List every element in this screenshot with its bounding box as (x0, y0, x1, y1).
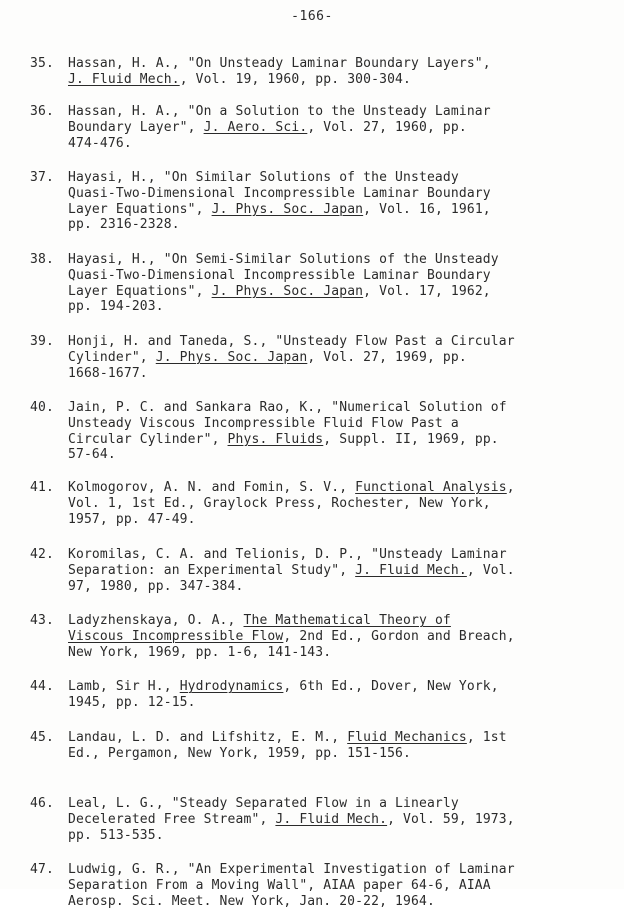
reference-text-segment: pp. 2316-2328. (68, 217, 180, 233)
reference-source-title: J. Fluid Mech. (68, 71, 180, 87)
reference-number: 38. (30, 252, 54, 267)
reference-text (68, 56, 620, 88)
reference-line (68, 334, 620, 350)
reference-line (68, 563, 620, 579)
reference-text-segment: , Vol. 27, 1960, pp. (307, 119, 467, 135)
reference-line (68, 136, 620, 152)
reference-source-title: Functional Analysis (355, 480, 507, 495)
reference-text (68, 547, 620, 594)
reference-text-segment: Vol. 1, 1st Ed., Graylock Press, Rochester, New York, (68, 495, 491, 511)
reference-text-segment: , Vol. 17, 1962, (363, 283, 491, 299)
reference-text-segment: 1668-1677. (68, 365, 148, 381)
reference-text (68, 480, 620, 527)
reference-line (68, 400, 620, 416)
reference-number: 47. (30, 862, 54, 877)
reference-text-segment: Hassan, H. A., "On a Solution to the Unsteady Laminar (68, 104, 491, 119)
page-number: -166- (291, 9, 333, 24)
reference-text-segment: , Vol. 59, 1973, (387, 811, 515, 827)
reference-line (68, 186, 620, 202)
reference-line (68, 629, 620, 645)
reference-number: 42. (30, 547, 54, 562)
reference-text-segment: Unsteady Viscous Incompressible Fluid Flow Past a (68, 415, 459, 431)
reference-text-segment: 97, 1980, pp. 347-384. (68, 578, 244, 594)
reference-line (68, 120, 620, 136)
reference-text-segment: , Vol. 19, 1960, pp. 300-304. (179, 71, 412, 87)
reference-line (68, 447, 620, 463)
reference-line (68, 268, 620, 284)
reference-number: 45. (30, 730, 54, 745)
reference-text (68, 796, 620, 843)
reference-text-segment: Hayasi, H., "On Semi-Similar Solutions of the Unsteady (68, 252, 499, 267)
reference-number: 35. (30, 56, 54, 71)
reference-text-segment: 57-64. (68, 447, 116, 463)
reference-text-segment: Honji, H. and Taneda, S., "Unsteady Flow Past a Circular (68, 334, 515, 349)
reference-text (68, 170, 620, 233)
reference-text-segment: Jain, P. C. and Sankara Rao, K., "Numerical Solution of (68, 400, 507, 415)
reference-line (68, 284, 620, 300)
reference-text-segment: Separation: an Experimental Study", (68, 562, 356, 578)
reference-number: 36. (30, 104, 54, 119)
reference-text-segment: Quasi-Two-Dimensional Incompressible Laminar Boundary (68, 267, 491, 283)
reference-line (68, 299, 620, 315)
reference-line (68, 613, 620, 629)
reference-text-segment: Kolmogorov, A. N. and Fomin, S. V., (68, 480, 356, 495)
reference-text-segment: Lamb, Sir H., (68, 679, 180, 694)
reference-text-segment: pp. 194-203. (68, 299, 164, 315)
reference-source-title: The Mathematical Theory of (243, 613, 451, 628)
reference-line (68, 56, 620, 72)
reference-text-segment: , Suppl. II, 1969, pp. (323, 431, 499, 447)
reference-line (68, 366, 620, 382)
reference-source-title: Hydrodynamics (179, 679, 284, 694)
reference-text-segment: 1957, pp. 47-49. (68, 511, 196, 527)
reference-line (68, 894, 620, 909)
reference-number: 44. (30, 679, 54, 694)
reference-text (68, 679, 620, 711)
reference-line (68, 878, 620, 894)
reference-text-segment: , 2nd Ed., Gordon and Breach, (283, 628, 515, 644)
reference-text (68, 862, 620, 909)
reference-line (68, 679, 620, 695)
reference-number: 39. (30, 334, 54, 349)
reference-number: 37. (30, 170, 54, 185)
reference-text-segment: Decelerated Free Stream", (68, 811, 276, 827)
reference-text-segment: Ludwig, G. R., "An Experimental Investigation of Laminar (68, 862, 515, 877)
reference-number: 40. (30, 400, 54, 415)
reference-text-segment: Boundary Layer", (68, 119, 204, 135)
reference-text-segment: 1945, pp. 12-15. (68, 694, 196, 710)
reference-text-segment: , Vol. 16, 1961, (363, 201, 491, 217)
reference-line (68, 512, 620, 528)
reference-line (68, 645, 620, 661)
reference-line (68, 350, 620, 366)
reference-line (68, 217, 620, 233)
reference-line (68, 796, 620, 812)
reference-line (68, 480, 620, 496)
reference-text-segment: , Vol. 27, 1969, pp. (307, 349, 467, 365)
reference-line (68, 547, 620, 563)
reference-text-segment: Ladyzhenskaya, O. A., (68, 613, 244, 628)
reference-line (68, 104, 620, 120)
reference-line (68, 72, 620, 88)
reference-text (68, 252, 620, 315)
reference-source-title: Viscous Incompressible Flow (68, 628, 284, 644)
reference-source-title: J. Phys. Soc. Japan (211, 283, 364, 299)
reference-line (68, 252, 620, 268)
reference-text-segment: , (506, 480, 515, 495)
reference-line (68, 730, 620, 746)
reference-text-segment: , 1st (466, 730, 507, 745)
reference-number: 41. (30, 480, 54, 495)
reference-source-title: J. Fluid Mech. (275, 811, 388, 827)
reference-text-segment: Ed., Pergamon, New York, 1959, pp. 151-156. (68, 745, 411, 761)
reference-text-segment: Aerosp. Sci. Meet. New York, Jan. 20-22, 1964. (68, 893, 435, 909)
reference-line (68, 828, 620, 844)
reference-text-segment: Leal, L. G., "Steady Separated Flow in a Linearly (68, 796, 459, 811)
reference-text-segment: Hassan, H. A., "On Unsteady Laminar Boundary Layers", (68, 56, 491, 71)
reference-source-title: J. Phys. Soc. Japan (155, 349, 308, 365)
reference-source-title: Fluid Mechanics (347, 730, 467, 745)
reference-text (68, 334, 620, 381)
reference-line (68, 496, 620, 512)
reference-line (68, 862, 620, 878)
reference-line (68, 695, 620, 711)
reference-line (68, 812, 620, 828)
reference-text-segment: Cylinder", (68, 349, 156, 365)
reference-text-segment: , Vol. (466, 562, 515, 578)
reference-text-segment: New York, 1969, pp. 1-6, 141-143. (68, 644, 332, 660)
reference-text-segment: 474-476. (68, 135, 132, 151)
reference-line (68, 170, 620, 186)
reference-line (68, 202, 620, 218)
reference-line (68, 579, 620, 595)
reference-line (68, 416, 620, 432)
reference-text-segment: Quasi-Two-Dimensional Incompressible Laminar Boundary (68, 185, 491, 201)
reference-source-title: J. Phys. Soc. Japan (211, 201, 364, 217)
reference-text-segment: Landau, L. D. and Lifshitz, E. M., (68, 730, 348, 745)
reference-text (68, 104, 620, 151)
reference-text-segment: , 6th Ed., Dover, New York, (283, 679, 499, 694)
reference-source-title: J. Fluid Mech. (355, 562, 467, 578)
reference-number: 46. (30, 796, 54, 811)
reference-text-segment: Layer Equations", (68, 201, 212, 217)
reference-text-segment: pp. 513-535. (68, 827, 164, 843)
reference-text (68, 730, 620, 762)
reference-line (68, 746, 620, 762)
reference-text (68, 400, 620, 463)
reference-text (68, 613, 620, 660)
reference-text-segment: Koromilas, C. A. and Telionis, D. P., "Unsteady Laminar (68, 547, 507, 562)
reference-number: 43. (30, 613, 54, 628)
reference-source-title: Phys. Fluids (227, 431, 324, 447)
reference-source-title: J. Aero. Sci. (203, 119, 308, 135)
reference-text-segment: Circular Cylinder", (68, 431, 228, 447)
reference-text-segment: Separation From a Moving Wall", AIAA paper 64-6, AIAA (68, 877, 491, 893)
reference-text-segment: Layer Equations", (68, 283, 212, 299)
reference-line (68, 432, 620, 448)
reference-text-segment: Hayasi, H., "On Similar Solutions of the Unsteady (68, 170, 459, 185)
